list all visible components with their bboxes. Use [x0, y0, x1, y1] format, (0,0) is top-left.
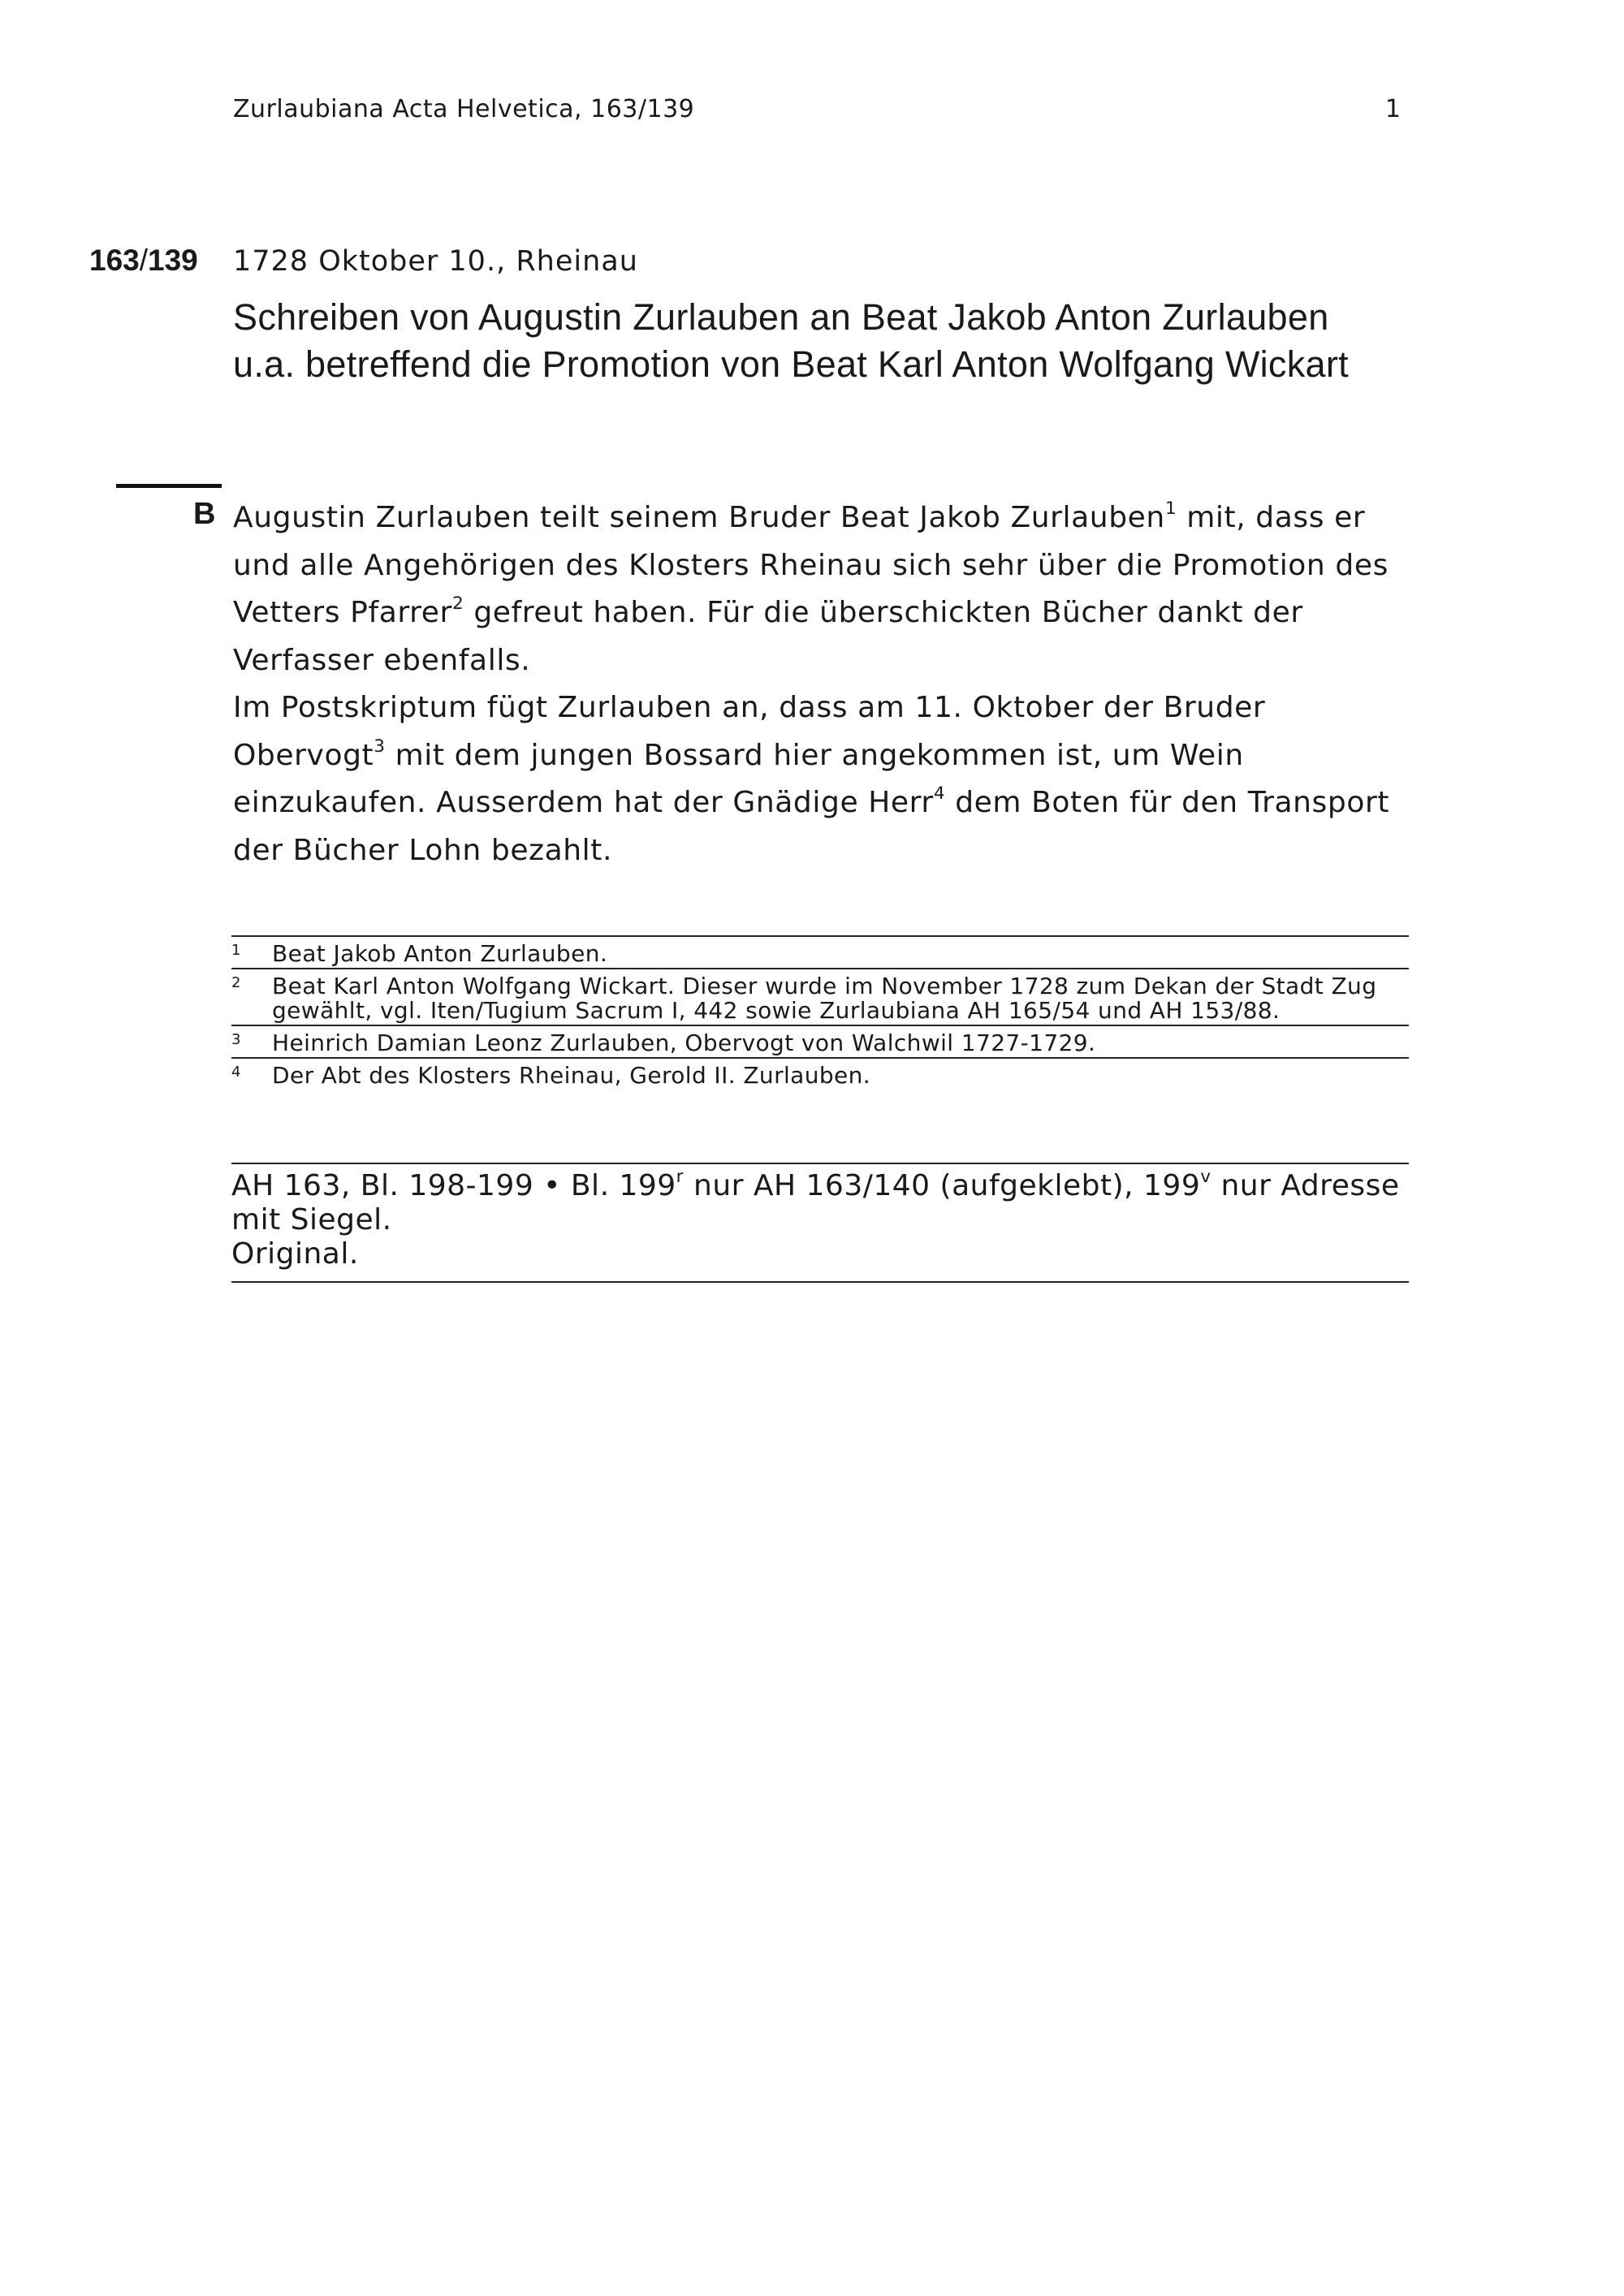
source-status: Original. [231, 1237, 359, 1271]
footnote-mark: 2 [231, 974, 241, 991]
footnote-ref: 2 [451, 593, 464, 614]
regest-paragraph [233, 684, 1419, 874]
regest-text: gefreut haben. Für die überschickten Bücher dankt der Verfasser ebenfalls. [233, 596, 1303, 677]
section-letter: B [193, 497, 216, 531]
document-date-place: 1728 Oktober 10., Rheinau [233, 245, 638, 278]
footnote-text: Beat Jakob Anton Zurlauben. [272, 940, 608, 967]
regest-text: mit dem jungen Bossard hier angekommen ist, um Wein einzukaufen. Ausserdem hat der Gnädige Herr [233, 738, 1244, 819]
footnote-ref: 4 [933, 783, 946, 804]
document-number-item: 139 [148, 244, 198, 277]
regest-text: dem Boten für den Transport der Bücher Lohn bezahlt. [233, 786, 1390, 867]
source-note [231, 1163, 1409, 1283]
document-number-volume: 163 [89, 244, 140, 277]
footnote-text: Heinrich Damian Leonz Zurlauben, Obervogt von Walchwil 1727-1729. [272, 1029, 1096, 1056]
footnote-mark: 1 [231, 942, 241, 959]
regest-text: mit, dass er und alle Angehörigen des Klosters Rheinau sich sehr über die Promotion des Vetters Pfarrer [233, 501, 1389, 629]
footnote [231, 1025, 1409, 1057]
regest-text: Im Postskriptum fügt Zurlauben an, dass am 11. Oktober der Bruder Obervogt [233, 691, 1266, 772]
footnote-mark: 4 [231, 1064, 241, 1081]
page-number: 1 [1384, 95, 1401, 123]
document-title: Schreiben von Augustin Zurlauben an Beat Jakob Anton Zurlauben u.a. betreffend die Promotion von Beat Karl Anton Wolfgang Wickart [233, 296, 1349, 385]
footnote-mark: 3 [231, 1031, 241, 1048]
regest-text: Augustin Zurlauben teilt seinem Bruder Beat Jakob Zurlauben [233, 501, 1165, 534]
source-reference [231, 1166, 1409, 1237]
footnote-ref: 1 [1164, 498, 1177, 519]
section-rule [116, 484, 222, 488]
footnotes [231, 935, 1409, 1090]
source-text: nur AH 163/140 (aufgeklebt), 199 [684, 1169, 1201, 1202]
footnote-text: Beat Karl Anton Wolfgang Wickart. Dieser wurde im November 1728 zum Dekan der Stadt Zug gewählt, vgl. Iten/Tugium Sacrum I, 442 sowie Zurlaubiana AH 165/54 und AH 153/88. [272, 973, 1377, 1024]
running-title: Zurlaubiana Acta Helvetica, 163/139 [233, 95, 695, 123]
footnote-text: Der Abt des Klosters Rheinau, Gerold II. Zurlauben. [272, 1062, 871, 1089]
footnote [231, 935, 1409, 968]
footnote [231, 1057, 1409, 1090]
source-text: AH 163, Bl. 198-199 • Bl. 199 [231, 1169, 676, 1202]
regest-body [233, 494, 1419, 874]
source-text: nur Adresse mit Siegel. [231, 1169, 1400, 1236]
regest-paragraph [233, 494, 1419, 684]
verso-mark: v [1200, 1166, 1212, 1187]
footnote-ref: 3 [374, 736, 386, 757]
document-number-separator: / [139, 244, 149, 277]
footnote [231, 968, 1409, 1025]
document-number [89, 244, 198, 278]
recto-mark: r [676, 1166, 685, 1187]
